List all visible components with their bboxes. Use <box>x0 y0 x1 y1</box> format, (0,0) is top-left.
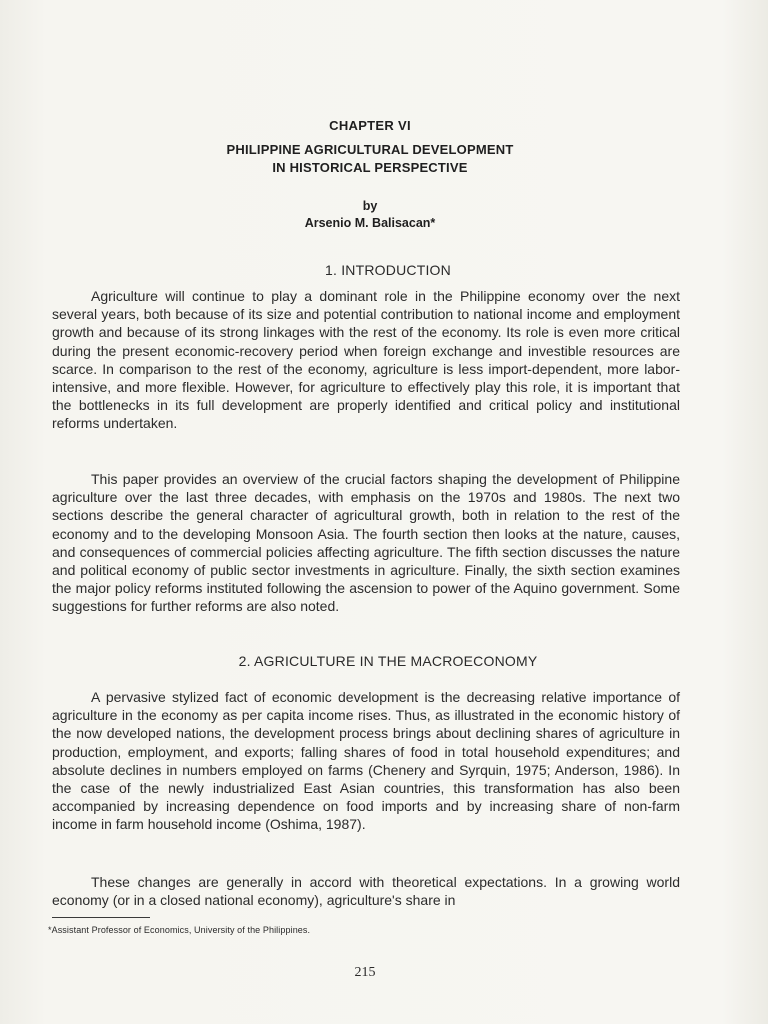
chapter-label: CHAPTER VI <box>329 118 411 133</box>
paragraph: These changes are generally in accord with theoretical expectations. In a growing world economy (or in a closed national economy), agriculture's share in <box>52 874 680 909</box>
chapter-title-line-1: PHILIPPINE AGRICULTURAL DEVELOPMENT <box>226 142 514 157</box>
section-heading-macroeconomy: 2. AGRICULTURE IN THE MACROECONOMY <box>238 653 538 669</box>
author-name: Arsenio M. Balisacan* <box>304 216 436 230</box>
section-heading-introduction: 1. INTRODUCTION <box>325 262 451 278</box>
page-number: 215 <box>354 965 376 980</box>
chapter-title-line-2: IN HISTORICAL PERSPECTIVE <box>272 160 468 175</box>
footnote: *Assistant Professor of Economics, University of the Philippines. <box>48 925 311 935</box>
paragraph: Agriculture will continue to play a dominant role in the Philippine economy over the next several years, both because of its size and potential contribution to national income and employment growth and because of its strong linkages with the rest of the economy. Its role is even more critical during the present economic-recovery period when foreign exchange and investible resources are scarce. In comparison to the rest of the economy, agriculture is less import-dependent, more labor-intensive, and more flexible. However, for agriculture to effectively play this role, it is important that the bottlenecks in its full development are properly identified and critical policy and institutional reforms undertaken. <box>52 288 680 432</box>
byline-label: by <box>362 199 378 213</box>
paragraph: This paper provides an overview of the crucial factors shaping the development of Philippine agriculture over the last three decades, with emphasis on the 1970s and 1980s. The next two sections describe the general character of agricultural growth, both in relation to the rest of the economy and to the developing Monsoon Asia. The fourth section then looks at the nature, causes, and consequences of commercial policies affecting agriculture. The fifth section discusses the nature and political economy of public sector investments in agriculture. Finally, the sixth section examines the major policy reforms instituted following the ascension to power of the Aquino government. Some suggestions for further reforms are also noted. <box>52 471 680 615</box>
footnote-divider <box>52 917 150 918</box>
paragraph: A pervasive stylized fact of economic development is the decreasing relative importance of agriculture in the economy as per capita income rises. Thus, as illustrated in the economic history of the now developed nations, the development process brings about declining shares of agriculture in production, employment, and exports; falling shares of food in total household expenditures; and absolute declines in numbers employed on farms (Chenery and Syrquin, 1975; Anderson, 1986). In the case of the newly industrialized East Asian countries, this transformation has also been accompanied by increasing dependence on food imports and by increasing share of non-farm income in farm household income (Oshima, 1987). <box>52 689 680 833</box>
